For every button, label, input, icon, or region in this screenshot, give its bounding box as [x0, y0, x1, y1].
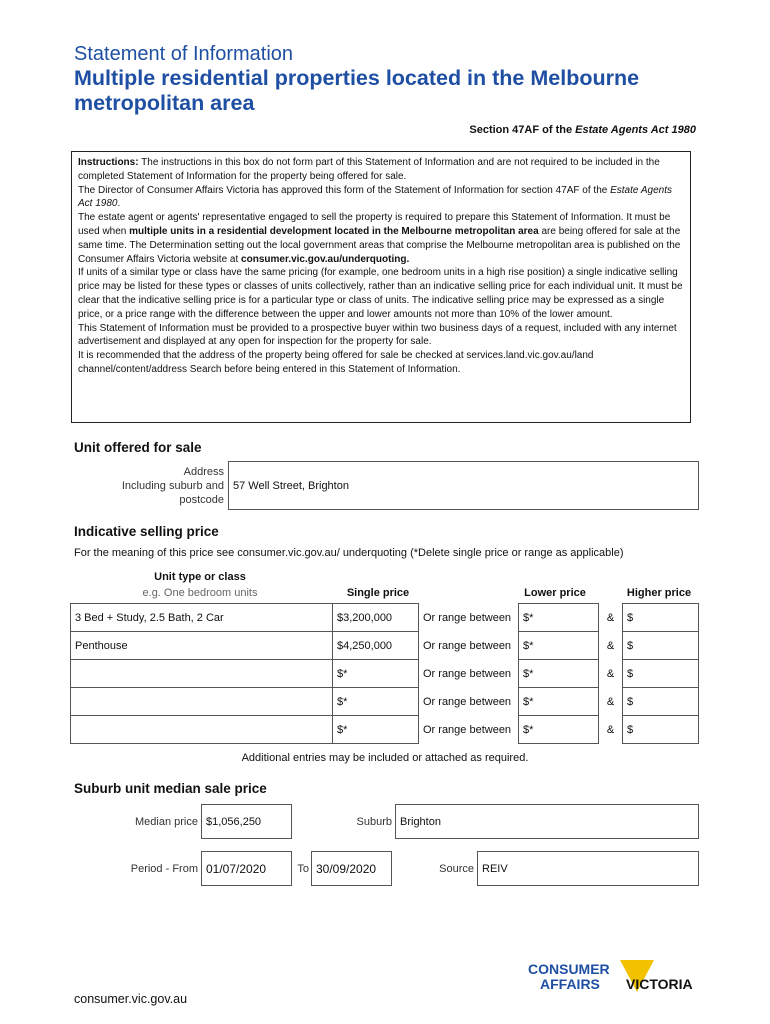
median-price-label: Median price — [135, 816, 198, 828]
consumer-affairs-victoria-logo — [528, 958, 706, 998]
instructions-text-2a: The Director of Consumer Affairs Victoria has approved this form of the Statement of Information for section 47AF of the — [78, 184, 611, 196]
period-from-label: Period - From — [130, 863, 198, 875]
address-label-line1: Address — [183, 466, 224, 478]
higher-price-cell[interactable]: $ — [623, 660, 699, 688]
price-table — [70, 603, 699, 744]
suburb-label: Suburb — [356, 816, 392, 828]
source-field[interactable] — [477, 851, 699, 886]
amp-cell: & — [606, 639, 615, 652]
form-pretitle: Statement of Information — [74, 43, 294, 65]
higher-price-cell[interactable]: $ — [623, 716, 699, 744]
address-field[interactable] — [228, 461, 699, 510]
col-head-unit-type: Unit type or class — [154, 571, 246, 583]
indicative-heading: Indicative selling price — [74, 524, 219, 539]
range-label-cell: Or range between — [423, 695, 512, 708]
single-price-cell[interactable]: $* — [333, 716, 419, 744]
median-heading: Suburb unit median sale price — [74, 781, 267, 796]
instructions-paragraph-2 — [78, 184, 684, 212]
col-head-lower-price: Lower price — [524, 587, 586, 599]
lower-price-cell[interactable]: $* — [519, 604, 599, 632]
unit-type-cell[interactable]: 3 Bed + Study, 2.5 Bath, 2 Car — [71, 604, 333, 632]
section-reference — [469, 124, 696, 136]
lower-price-cell[interactable]: $* — [519, 632, 599, 660]
suburb-field[interactable] — [395, 804, 699, 839]
period-to-value: 30/09/2020 — [316, 861, 377, 876]
instructions-text-3a: The estate agent or agents' representative engaged to sell the property is required to prepare this Statement of Information. It must be used when — [78, 212, 671, 237]
instructions-text-2b: Estate Agents Act 1980 — [78, 184, 672, 210]
period-from-value: 01/07/2020 — [206, 861, 267, 876]
single-price-cell[interactable]: $3,200,000 — [333, 604, 419, 632]
instructions-paragraph-4: If units of a similar type or class have the same pricing (for example, one bedroom units in a high rise position) a single indicative selling price may be listed for these types or classes of units collectively, rather than an indicative selling price for each individual unit. It must be clear that the indicative selling price is for a particular type or class of units. The indicative selling price may be expressed as a single price, or a price range with the difference between the upper and lower amounts not more than 10% of the lower amount. — [78, 267, 683, 320]
range-label-cell: Or range between — [423, 611, 512, 624]
period-to-field[interactable] — [311, 851, 392, 886]
unit-type-cell[interactable] — [71, 688, 333, 716]
unit-type-cell[interactable] — [71, 716, 333, 744]
range-label-cell: Or range between — [423, 667, 512, 680]
lower-price-cell[interactable]: $* — [519, 716, 599, 744]
instructions-text-1: The instructions in this box do not form part of this Statement of Information and are not required to be included in the completed Statement of Information for the property being offered for sale. — [78, 157, 660, 182]
single-price-cell[interactable]: $* — [333, 660, 419, 688]
price-row — [71, 632, 699, 660]
address-value: 57 Well Street, Brighton — [233, 479, 349, 492]
col-head-unit-type-example: e.g. One bedroom units — [142, 587, 258, 599]
address-label-line3: postcode — [179, 494, 224, 506]
amp-cell: & — [606, 723, 615, 736]
instructions-box — [71, 151, 691, 423]
logo-text-consumer: CONSUMER — [528, 961, 610, 977]
instructions-paragraph-1 — [78, 156, 684, 184]
single-price-cell[interactable]: $* — [333, 688, 419, 716]
instructions-paragraph-3 — [78, 211, 684, 266]
unit-type-cell[interactable]: Penthouse — [71, 632, 333, 660]
source-value: REIV — [482, 862, 508, 875]
instructions-text-3c: are being offered for sale at the same time. The Determination setting out the local government areas that comprise the Melbourne metropolitan area is published on the Consumer Affairs Victoria website at — [78, 225, 681, 265]
higher-price-cell[interactable]: $ — [623, 632, 699, 660]
source-label: Source — [439, 863, 474, 875]
address-label-line2: Including suburb and — [121, 480, 224, 492]
instructions-text-2c: . — [117, 198, 121, 210]
single-price-cell[interactable]: $4,250,000 — [333, 632, 419, 660]
footer-url[interactable]: consumer.vic.gov.au — [74, 992, 188, 1006]
instructions-paragraph-5: This Statement of Information must be provided to a prospective buyer within two business days of a request, included with any internet advertisement and displayed at any open for inspection for the property for sale. — [78, 322, 677, 348]
median-price-value: $1,056,250 — [206, 815, 262, 828]
instructions-text-3b: multiple units in a residential development located in the Melbourne metropolitan area — [129, 225, 539, 237]
col-head-single-price: Single price — [346, 587, 410, 599]
price-row — [71, 688, 699, 716]
instructions-paragraph-6: It is recommended that the address of the property being offered for sale be checked at services.land.vic.gov.au/land channel/content/address Search before being entered in this Statement of Information. — [78, 350, 594, 375]
higher-price-cell[interactable]: $ — [623, 688, 699, 716]
amp-cell: & — [606, 611, 615, 624]
additional-entries-note: Additional entries may be included or attached as required. — [241, 752, 529, 764]
price-row — [71, 716, 699, 744]
address-label — [100, 465, 224, 507]
unit-type-cell[interactable] — [71, 660, 333, 688]
range-label-cell: Or range between — [423, 723, 512, 736]
amp-cell: & — [606, 667, 615, 680]
indicative-meaning-note: For the meaning of this price see consumer.vic.gov.au/ underquoting (*Delete single price or range as applicable) — [74, 547, 624, 559]
form-title: Multiple residential properties located in the Melbourne metropolitan area — [74, 66, 640, 115]
lower-price-cell[interactable]: $* — [519, 660, 599, 688]
period-to-label: To — [297, 863, 309, 875]
price-row — [71, 660, 699, 688]
period-from-field[interactable] — [201, 851, 292, 886]
logo-text-victoria: VICTORIA — [626, 976, 693, 992]
instructions-link-underquoting[interactable]: consumer.vic.gov.au/underquoting. — [241, 253, 410, 265]
higher-price-cell[interactable]: $ — [623, 604, 699, 632]
median-price-field[interactable] — [201, 804, 292, 839]
range-label-cell: Or range between — [423, 639, 512, 652]
instructions-label: Instructions: — [78, 157, 139, 168]
unit-offered-heading: Unit offered for sale — [74, 440, 202, 455]
lower-price-cell[interactable]: $* — [519, 688, 599, 716]
logo-text-affairs: AFFAIRS — [540, 976, 600, 992]
amp-cell: & — [606, 695, 615, 708]
price-row — [71, 604, 699, 632]
section-prefix: Section 47AF of the — [469, 124, 576, 136]
col-head-higher-price: Higher price — [626, 587, 692, 599]
suburb-value: Brighton — [400, 815, 441, 828]
section-act: Estate Agents Act 1980 — [575, 124, 696, 136]
